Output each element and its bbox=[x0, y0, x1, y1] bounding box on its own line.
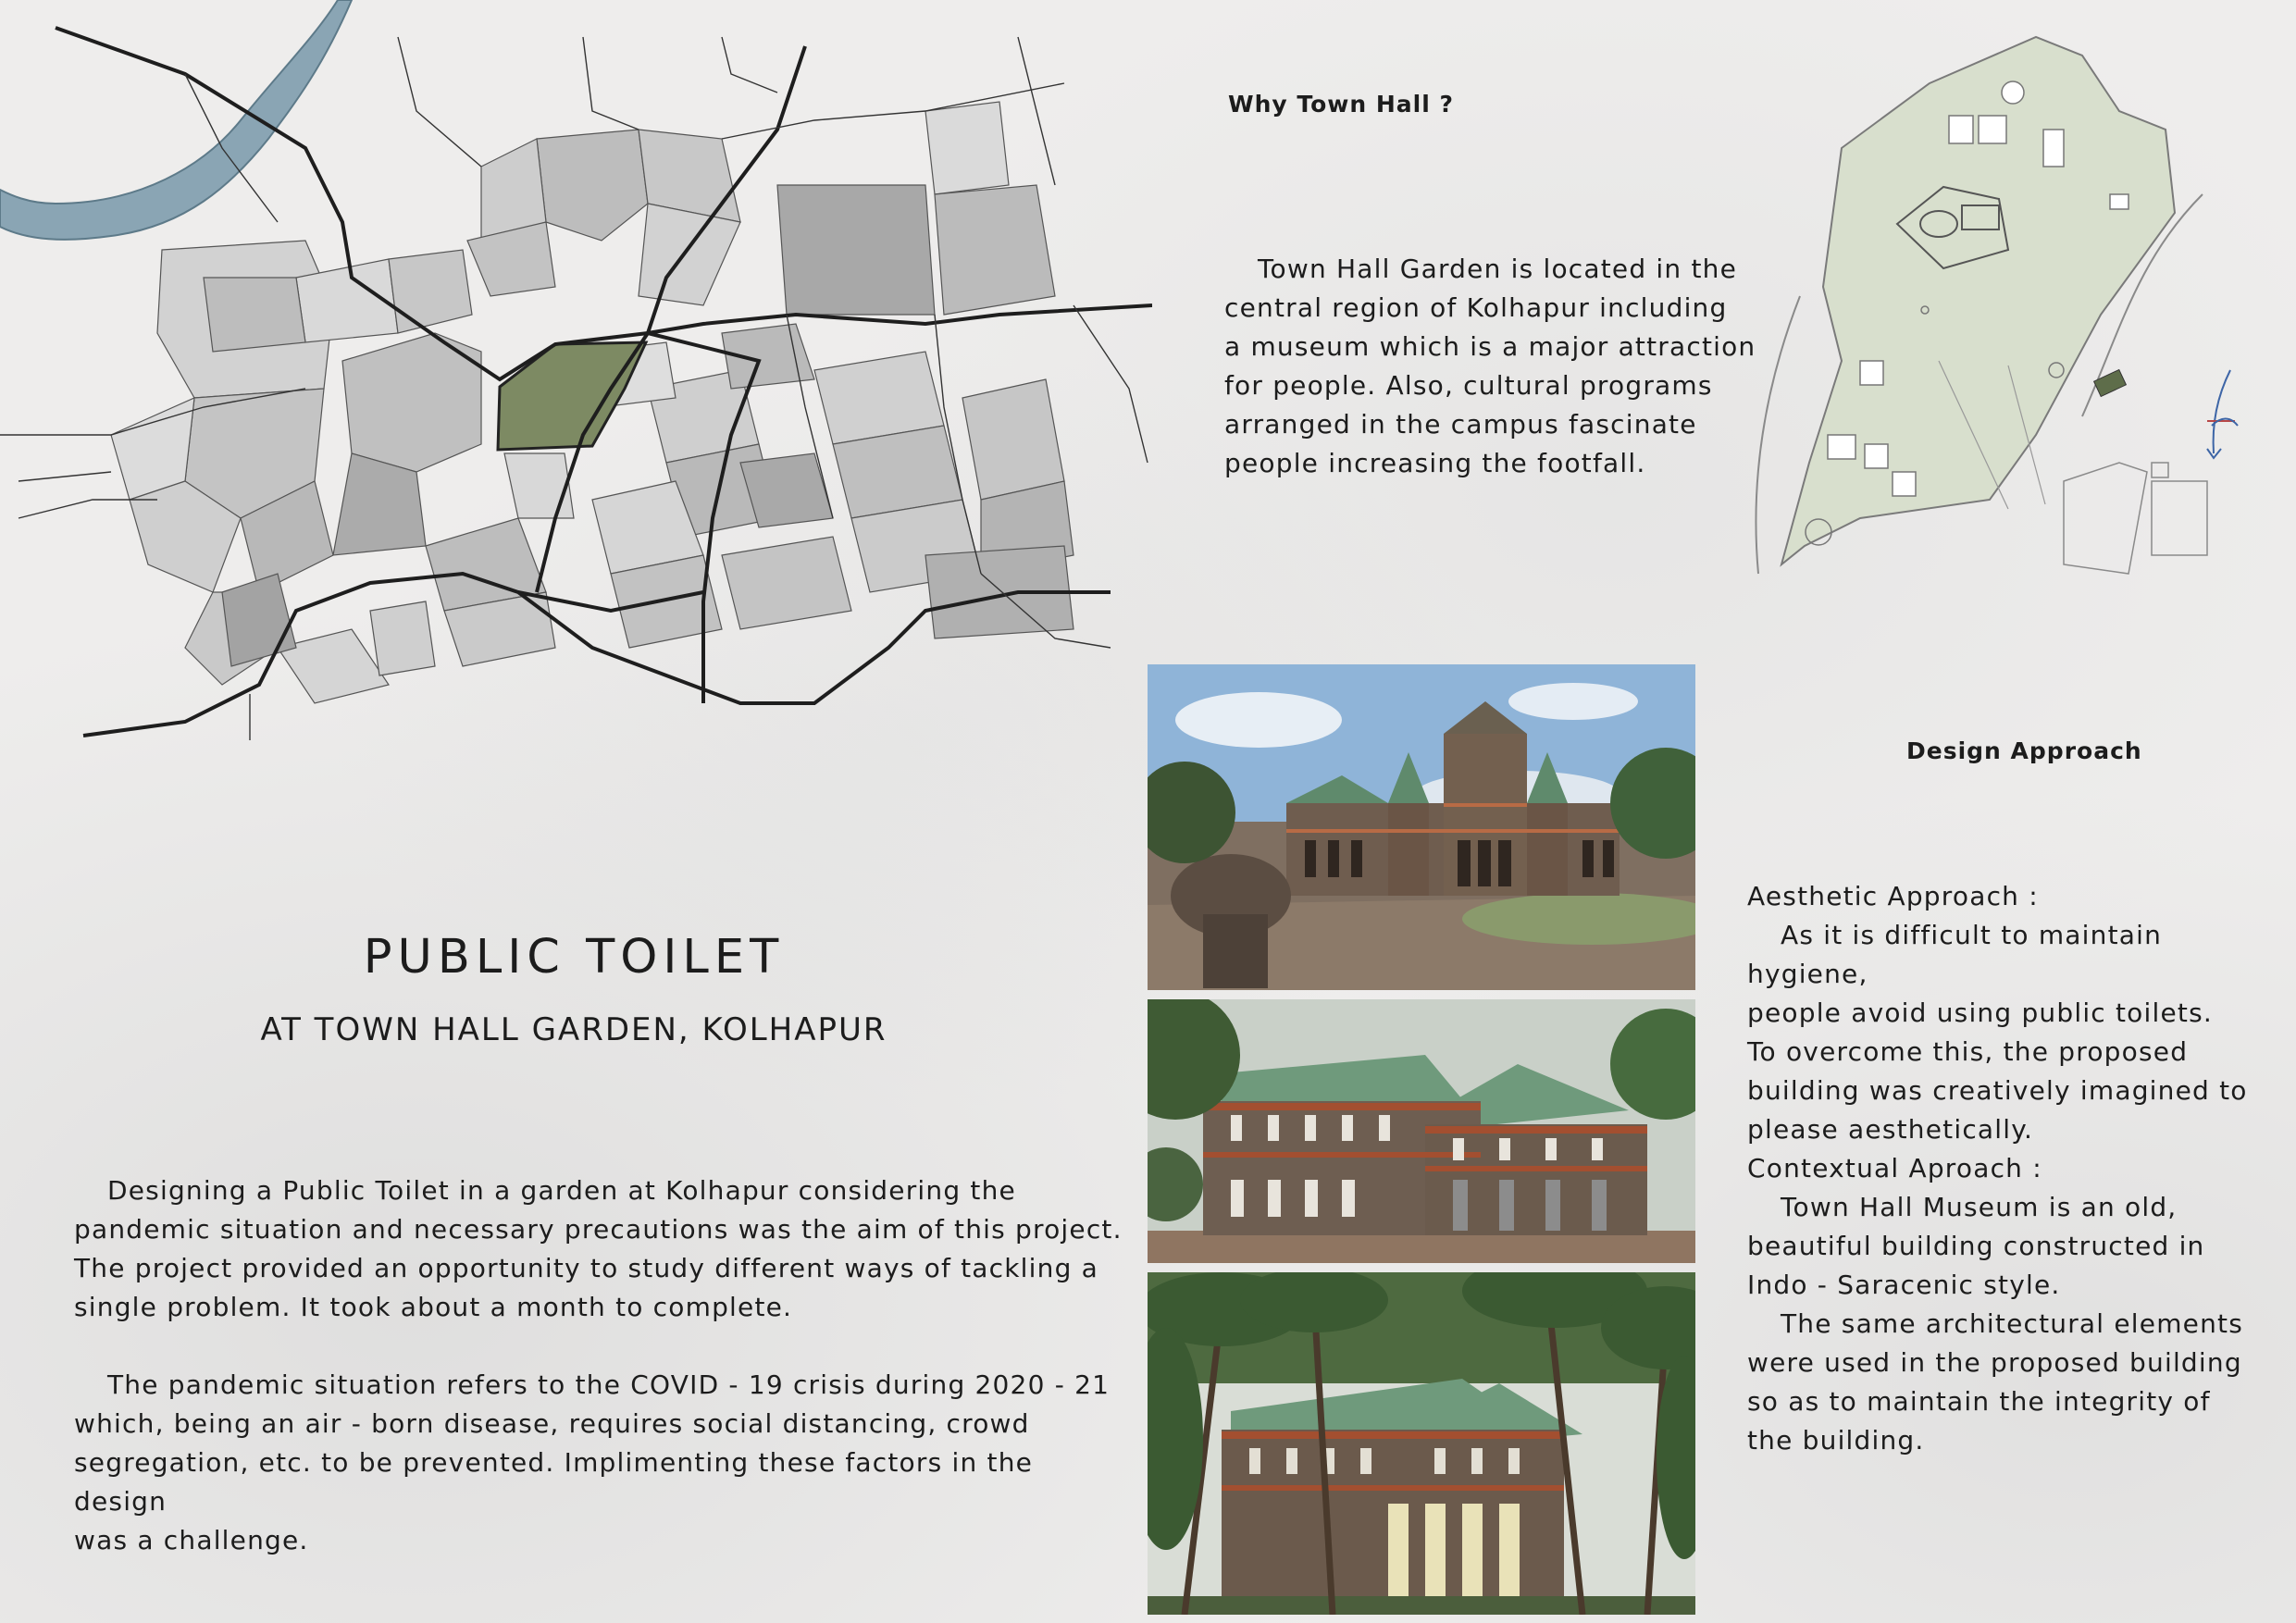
text-line: single problem. It took about a month to complete. bbox=[74, 1292, 793, 1322]
river bbox=[0, 0, 352, 240]
text-line: As it is difficult to maintain hygiene, bbox=[1747, 920, 2163, 989]
project-title: PUBLIC TOILET bbox=[363, 930, 785, 985]
aesthetic-approach-section bbox=[1747, 877, 2284, 1149]
text-line: a museum which is a major attraction bbox=[1224, 331, 1756, 362]
text-line: pandemic situation and necessary precautions was the aim of this project. bbox=[74, 1214, 1123, 1245]
text-line: were used in the proposed building bbox=[1747, 1347, 2242, 1378]
town-hall-photo-garden bbox=[1148, 1272, 1695, 1615]
text-line: which, being an air - born disease, requires social distancing, crowd bbox=[74, 1408, 1030, 1439]
text-line: so as to maintain the integrity of bbox=[1747, 1386, 2211, 1417]
text-line: Designing a Public Toilet in a garden at Kolhapur considering the bbox=[107, 1175, 1016, 1206]
contextual-approach-title: Contextual Aproach : bbox=[1747, 1153, 2042, 1183]
text-line: building was creatively imagined to bbox=[1747, 1075, 2248, 1106]
text-line: The pandemic situation refers to the COVID - 19 crisis during 2020 - 21 bbox=[107, 1369, 1111, 1400]
project-description bbox=[74, 1171, 1129, 1560]
text-line: To overcome this, the proposed bbox=[1747, 1036, 2189, 1067]
text-line: arranged in the campus fascinate bbox=[1224, 409, 1697, 440]
north-arrow-icon bbox=[2207, 370, 2238, 458]
why-town-hall-heading: Why Town Hall ? bbox=[1228, 91, 1455, 118]
town-hall-photo-side bbox=[1148, 999, 1695, 1263]
text-line: segregation, etc. to be prevented. Implimenting these factors in the design bbox=[74, 1447, 1034, 1517]
text-line: was a challenge. bbox=[74, 1525, 309, 1555]
proposed-toilet-location bbox=[2094, 370, 2127, 397]
why-town-hall-text bbox=[1224, 250, 1761, 483]
project-subtitle: AT TOWN HALL GARDEN, KOLHAPUR bbox=[260, 1011, 887, 1048]
contextual-approach-section bbox=[1747, 1149, 2284, 1460]
text-line: Town Hall Museum is an old, bbox=[1781, 1192, 2178, 1222]
text-line: for people. Also, cultural programs bbox=[1224, 370, 1713, 401]
text-line: the building. bbox=[1747, 1425, 1925, 1456]
site-plan bbox=[1731, 28, 2263, 583]
text-line: people avoid using public toilets. bbox=[1747, 997, 2213, 1028]
town-hall-photo-front bbox=[1148, 664, 1695, 990]
aesthetic-approach-title: Aesthetic Approach : bbox=[1747, 881, 2039, 911]
text-line: The project provided an opportunity to study different ways of tackling a bbox=[74, 1253, 1099, 1283]
text-line: people increasing the footfall. bbox=[1224, 448, 1646, 478]
text-line: central region of Kolhapur including bbox=[1224, 292, 1728, 323]
text-line: Indo - Saracenic style. bbox=[1747, 1270, 2061, 1300]
design-approach-heading: Design Approach bbox=[1906, 737, 2142, 764]
text-line: Town Hall Garden is located in the bbox=[1258, 254, 1738, 284]
text-line: The same architectural elements bbox=[1781, 1308, 2244, 1339]
text-line: beautiful building constructed in bbox=[1747, 1231, 2205, 1261]
paragraph-spacer bbox=[74, 1327, 1129, 1366]
city-context-map bbox=[0, 0, 1152, 750]
text-line: please aesthetically. bbox=[1747, 1114, 2034, 1145]
